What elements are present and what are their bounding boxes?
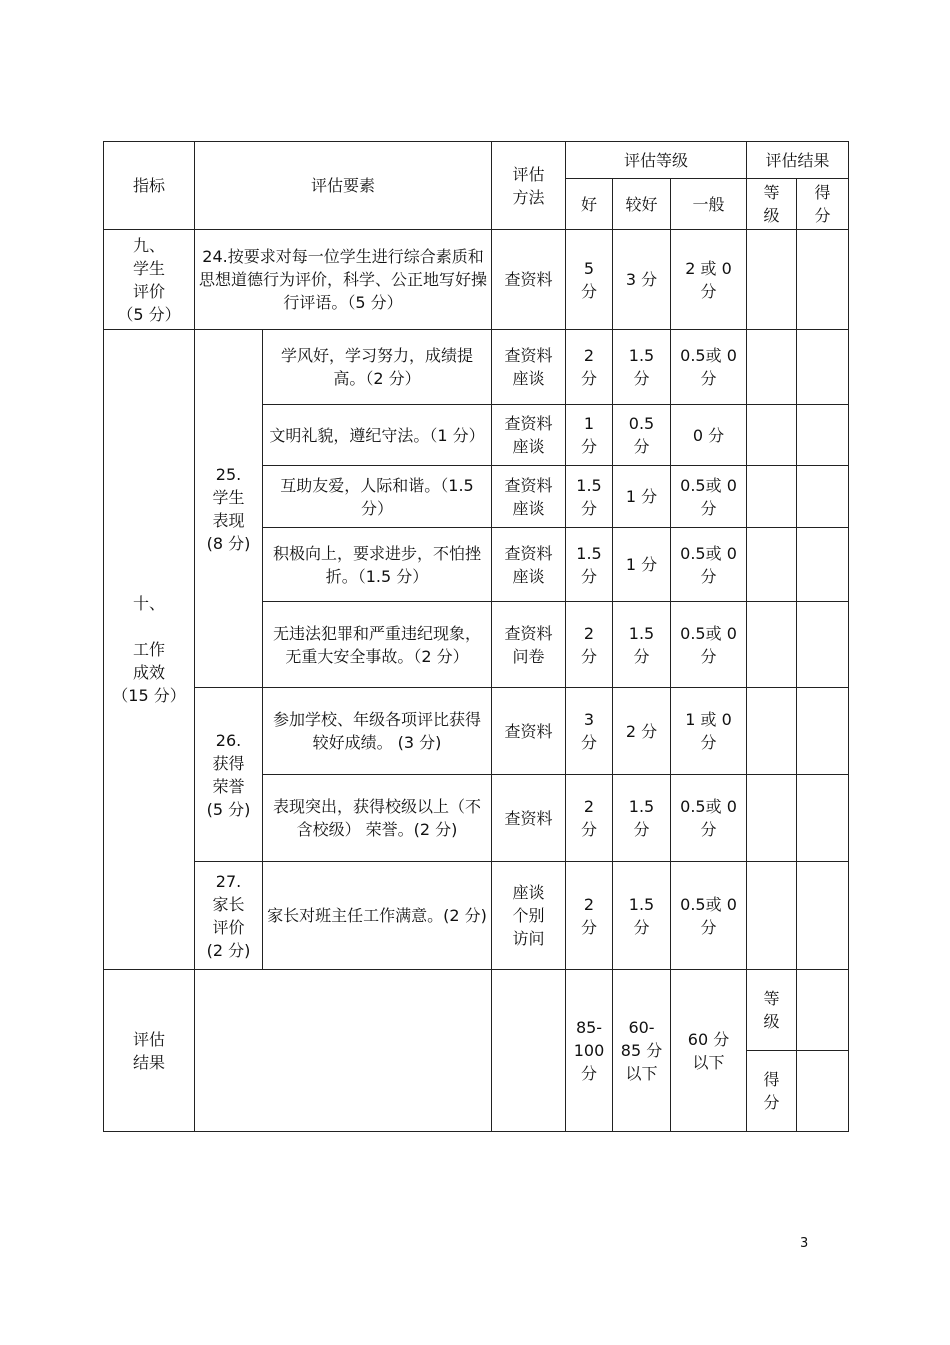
level-cell [747, 330, 797, 405]
level-cell [747, 688, 797, 775]
sub25-element: 积极向上，要求进步，不怕挫折。（1.5 分） [263, 528, 492, 602]
sub27-label: 27. 家长 评价 (2 分) [195, 862, 263, 970]
sub26-average: 0.5或 0 分 [671, 775, 747, 862]
sub26-fairly-good: 2 分 [613, 688, 671, 775]
result-elements-cell [195, 970, 492, 1132]
section9-element: 24.按要求对每一位学生进行综合素质和思想道德行为评价，科学、公正地写好操行评语。（5 分） [195, 230, 492, 330]
sub27-average: 0.5或 0 分 [671, 862, 747, 970]
sub25-average: 0.5或 0 分 [671, 528, 747, 602]
score-cell [797, 466, 849, 528]
section9-label: 九、 学生 评价 （5 分） [104, 230, 195, 330]
result-label: 评估 结果 [104, 970, 195, 1132]
table-row [104, 330, 849, 405]
result-fairly-good: 60- 85 分 以下 [613, 970, 671, 1132]
sub26-method: 查资料 [492, 688, 566, 775]
sub26-method: 查资料 [492, 775, 566, 862]
section9-method: 查资料 [492, 230, 566, 330]
section9-average: 2 或 0 分 [671, 230, 747, 330]
result-level-value [797, 970, 849, 1051]
level-cell [747, 862, 797, 970]
sub26-fairly-good: 1.5 分 [613, 775, 671, 862]
sub25-element: 互助友爱，人际和谐。（1.5 分） [263, 466, 492, 528]
sub25-fairly-good: 1.5 分 [613, 330, 671, 405]
sub26-element: 表现突出，获得校级以上（不含校级） 荣誉。(2 分) [263, 775, 492, 862]
section10-label: 十、 工作 成效 （15 分） [104, 330, 195, 970]
section9-row [104, 230, 849, 330]
sub26-average: 1 或 0 分 [671, 688, 747, 775]
header-fairly-good: 较好 [613, 179, 671, 230]
level-cell [747, 405, 797, 466]
header-level: 等 级 [747, 179, 797, 230]
sub25-fairly-good: 1 分 [613, 528, 671, 602]
section9-good: 5 分 [566, 230, 613, 330]
sub25-method: 查资料 座谈 [492, 405, 566, 466]
level-cell [747, 775, 797, 862]
sub25-method: 查资料 问卷 [492, 602, 566, 688]
sub25-method: 查资料 座谈 [492, 466, 566, 528]
sub26-element: 参加学校、年级各项评比获得较好成绩。 (3 分) [263, 688, 492, 775]
header-elements: 评估要素 [195, 142, 492, 230]
header-score: 得 分 [797, 179, 849, 230]
header-grade-group: 评估等级 [566, 142, 747, 179]
table-row [104, 688, 849, 775]
sub25-good: 2 分 [566, 330, 613, 405]
sub25-element: 学风好，学习努力，成绩提高。（2 分） [263, 330, 492, 405]
result-method-cell [492, 970, 566, 1132]
section9-score-cell [797, 230, 849, 330]
level-cell [747, 602, 797, 688]
sub25-average: 0 分 [671, 405, 747, 466]
score-cell [797, 862, 849, 970]
section9-level-cell [747, 230, 797, 330]
score-cell [797, 602, 849, 688]
header-indicator: 指标 [104, 142, 195, 230]
section9-fairly-good: 3 分 [613, 230, 671, 330]
header-average: 一般 [671, 179, 747, 230]
score-cell [797, 688, 849, 775]
sub25-good: 1 分 [566, 405, 613, 466]
page-number: 3 [800, 1236, 809, 1251]
result-score-label: 得 分 [747, 1051, 797, 1132]
header-method: 评估 方法 [492, 142, 566, 230]
sub27-element: 家长对班主任工作满意。(2 分) [263, 862, 492, 970]
header-result-group: 评估结果 [747, 142, 849, 179]
level-cell [747, 528, 797, 602]
sub25-good: 1.5 分 [566, 466, 613, 528]
sub25-average: 0.5或 0 分 [671, 330, 747, 405]
sub25-good: 2 分 [566, 602, 613, 688]
sub25-fairly-good: 1 分 [613, 466, 671, 528]
score-cell [797, 775, 849, 862]
table-row [104, 862, 849, 970]
score-cell [797, 405, 849, 466]
level-cell [747, 466, 797, 528]
sub25-good: 1.5 分 [566, 528, 613, 602]
result-level-label: 等 级 [747, 970, 797, 1051]
evaluation-table [103, 141, 849, 1132]
sub25-fairly-good: 1.5 分 [613, 602, 671, 688]
sub25-element: 无违法犯罪和严重违纪现象，无重大安全事故。（2 分） [263, 602, 492, 688]
sub26-good: 3 分 [566, 688, 613, 775]
score-cell [797, 528, 849, 602]
sub26-good: 2 分 [566, 775, 613, 862]
header-row-1 [104, 142, 849, 179]
result-good: 85- 100 分 [566, 970, 613, 1132]
score-cell [797, 330, 849, 405]
sub27-fairly-good: 1.5 分 [613, 862, 671, 970]
sub26-label: 26. 获得 荣誉 (5 分) [195, 688, 263, 862]
sub25-fairly-good: 0.5 分 [613, 405, 671, 466]
sub25-method: 查资料 座谈 [492, 330, 566, 405]
sub25-average: 0.5或 0 分 [671, 602, 747, 688]
sub25-method: 查资料 座谈 [492, 528, 566, 602]
sub25-element: 文明礼貌，遵纪守法。（1 分） [263, 405, 492, 466]
sub27-good: 2 分 [566, 862, 613, 970]
result-score-value [797, 1051, 849, 1132]
result-average: 60 分 以下 [671, 970, 747, 1132]
sub25-label: 25. 学生 表现 (8 分) [195, 330, 263, 688]
sub27-method: 座谈 个别 访问 [492, 862, 566, 970]
sub25-average: 0.5或 0 分 [671, 466, 747, 528]
header-good: 好 [566, 179, 613, 230]
result-row-1 [104, 970, 849, 1051]
